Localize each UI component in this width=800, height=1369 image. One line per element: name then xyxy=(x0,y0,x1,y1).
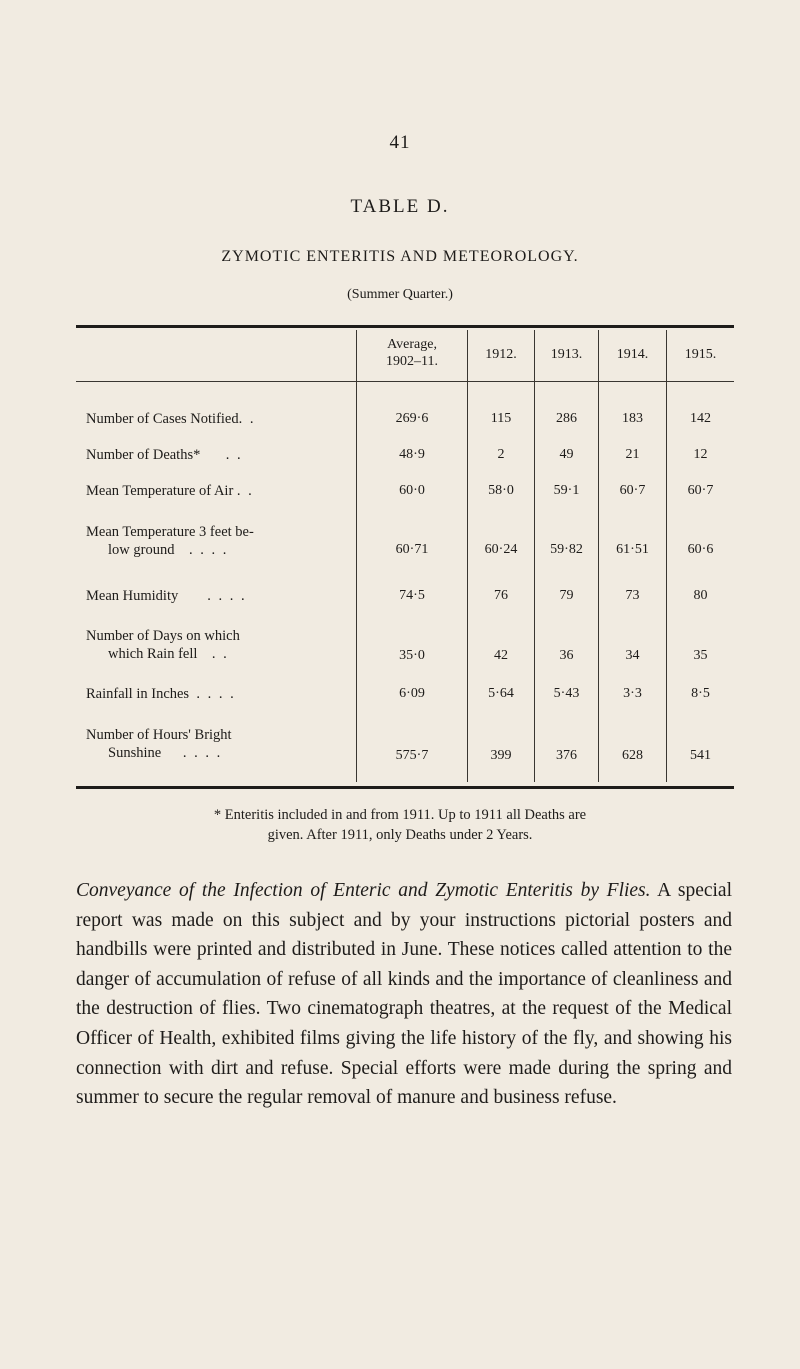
table-cell: 3·3 xyxy=(623,686,642,701)
table-cell: 80 xyxy=(693,588,708,603)
section-paragraph xyxy=(76,876,732,1113)
table-cell: 5·43 xyxy=(553,686,580,701)
leader-dots: . . . . xyxy=(182,745,223,761)
row-label-text: Mean Temperature 3 feet be- xyxy=(86,524,254,540)
table-cell: 60·24 xyxy=(484,542,518,557)
table-cell: 183 xyxy=(622,411,643,426)
row-label-text: Number of Days on which xyxy=(86,628,240,644)
table-cell: 6·09 xyxy=(399,686,425,701)
row-label-ground-temperature xyxy=(86,523,346,559)
table-top-rule xyxy=(76,325,734,328)
footnote-line: given. After 1911, only Deaths under 2 Years. xyxy=(267,827,533,843)
row-label-text: low ground xyxy=(108,542,175,558)
row-label-text: Number of Cases Notified xyxy=(86,411,239,427)
table-cell: 269·6 xyxy=(395,411,429,426)
row-label-text: which Rain fell xyxy=(108,646,198,662)
row-label-text: Number of Hours' Bright xyxy=(86,727,232,743)
table-cell: 58·0 xyxy=(488,483,514,498)
leader-dots: . . . . xyxy=(207,588,247,604)
table-cell: 575·7 xyxy=(395,748,429,763)
row-label-text: Rainfall in Inches xyxy=(86,686,190,702)
table-cell: 60·7 xyxy=(619,483,646,498)
column-header-1913: 1913. xyxy=(550,347,583,362)
row-label-sunshine xyxy=(86,726,346,762)
table-cell: 5·64 xyxy=(488,686,514,701)
row-label-text: Sunshine xyxy=(108,745,162,761)
section-heading: Conveyance of the Infection of Enteric and Zymotic Enteritis by Flies. xyxy=(76,880,651,901)
leader-dots: . . xyxy=(225,447,243,463)
table-cell: 286 xyxy=(556,411,577,426)
table-cell: 48·9 xyxy=(399,447,425,462)
row-label-cases-notified xyxy=(86,410,346,428)
table-title: TABLE D. xyxy=(350,196,450,217)
table-cell: 35 xyxy=(693,648,708,663)
table-cell: 76 xyxy=(494,588,508,603)
row-label-deaths xyxy=(86,446,346,464)
table-cell: 59·82 xyxy=(550,542,583,557)
table-qualifier: (Summer Quarter.) xyxy=(347,287,453,302)
table-cell: 142 xyxy=(690,411,711,426)
row-label-rain-days xyxy=(86,627,346,663)
column-header-1912: 1912. xyxy=(485,347,517,362)
leader-dots: . . xyxy=(236,483,254,499)
footnote xyxy=(0,805,800,845)
table-cell: 115 xyxy=(490,411,512,426)
table-cell: 49 xyxy=(559,447,574,462)
row-label-air-temperature xyxy=(86,482,346,500)
table-cell: 60·0 xyxy=(399,483,425,498)
table-cell: 399 xyxy=(490,748,512,763)
column-header-line: 1902–11. xyxy=(386,354,438,369)
leader-dots: . . . . xyxy=(196,686,236,702)
column-header-average xyxy=(357,336,467,370)
footnote-line: * Enteritis included in and from 1911. Up to 1911 all Deaths are xyxy=(213,807,587,823)
table-cell: 42 xyxy=(494,648,508,663)
table-cell: 541 xyxy=(690,748,711,763)
row-label-text: Mean Temperature of Air xyxy=(86,483,234,499)
table-cell: 376 xyxy=(556,748,577,763)
column-header-1915: 1915. xyxy=(684,347,717,362)
table-cell: 12 xyxy=(693,447,708,462)
table-cell: 61·51 xyxy=(616,542,649,557)
table-cell: 35·0 xyxy=(399,648,425,663)
table-cell: 73 xyxy=(625,588,640,603)
table-subtitle: ZYMOTIC ENTERITIS AND METEOROLOGY. xyxy=(221,248,579,265)
row-label-humidity xyxy=(86,587,346,605)
table-cell: 79 xyxy=(559,588,574,603)
table-cell: 36 xyxy=(559,648,574,663)
row-label-text: Mean Humidity xyxy=(86,588,179,604)
table-cell: 59·1 xyxy=(553,483,580,498)
section-body: A special report was made on this subject and by your instructions pictorial posters and handbills were printed and distributed in June. These notices called attention to the danger of accumulation of refuse of all kinds and the importance of cleanliness and the destruction of flies. Two cinematograph theatres, at the request of the Medical Officer of Health, exhibited films giving the life history of the fly, and showing his connection with dirt and refuse. Special efforts were made during the spring and summer to secure the regular removal of manure and business refuse. xyxy=(76,880,732,1109)
leader-dots: . . . . xyxy=(188,542,229,558)
column-header-1914: 1914. xyxy=(616,347,649,362)
table-bottom-rule xyxy=(76,786,734,789)
table-cell: 34 xyxy=(625,648,640,663)
table-cell: 8·5 xyxy=(691,686,710,701)
leader-dots: . . xyxy=(211,646,229,662)
header-rule xyxy=(76,381,734,382)
page-number: 41 xyxy=(389,132,411,153)
table-cell: 74·5 xyxy=(399,588,425,603)
table-cell: 60·6 xyxy=(687,542,714,557)
leader-dots: . . xyxy=(238,411,256,427)
table-cell: 21 xyxy=(625,447,640,462)
table-cell: 60·7 xyxy=(687,483,714,498)
row-label-rainfall xyxy=(86,685,346,703)
table-cell: 60·71 xyxy=(395,542,429,557)
column-header-line: Average, xyxy=(387,337,437,352)
table-cell: 628 xyxy=(622,748,643,763)
table-cell: 2 xyxy=(497,447,505,462)
row-label-text: Number of Deaths* xyxy=(86,447,201,463)
